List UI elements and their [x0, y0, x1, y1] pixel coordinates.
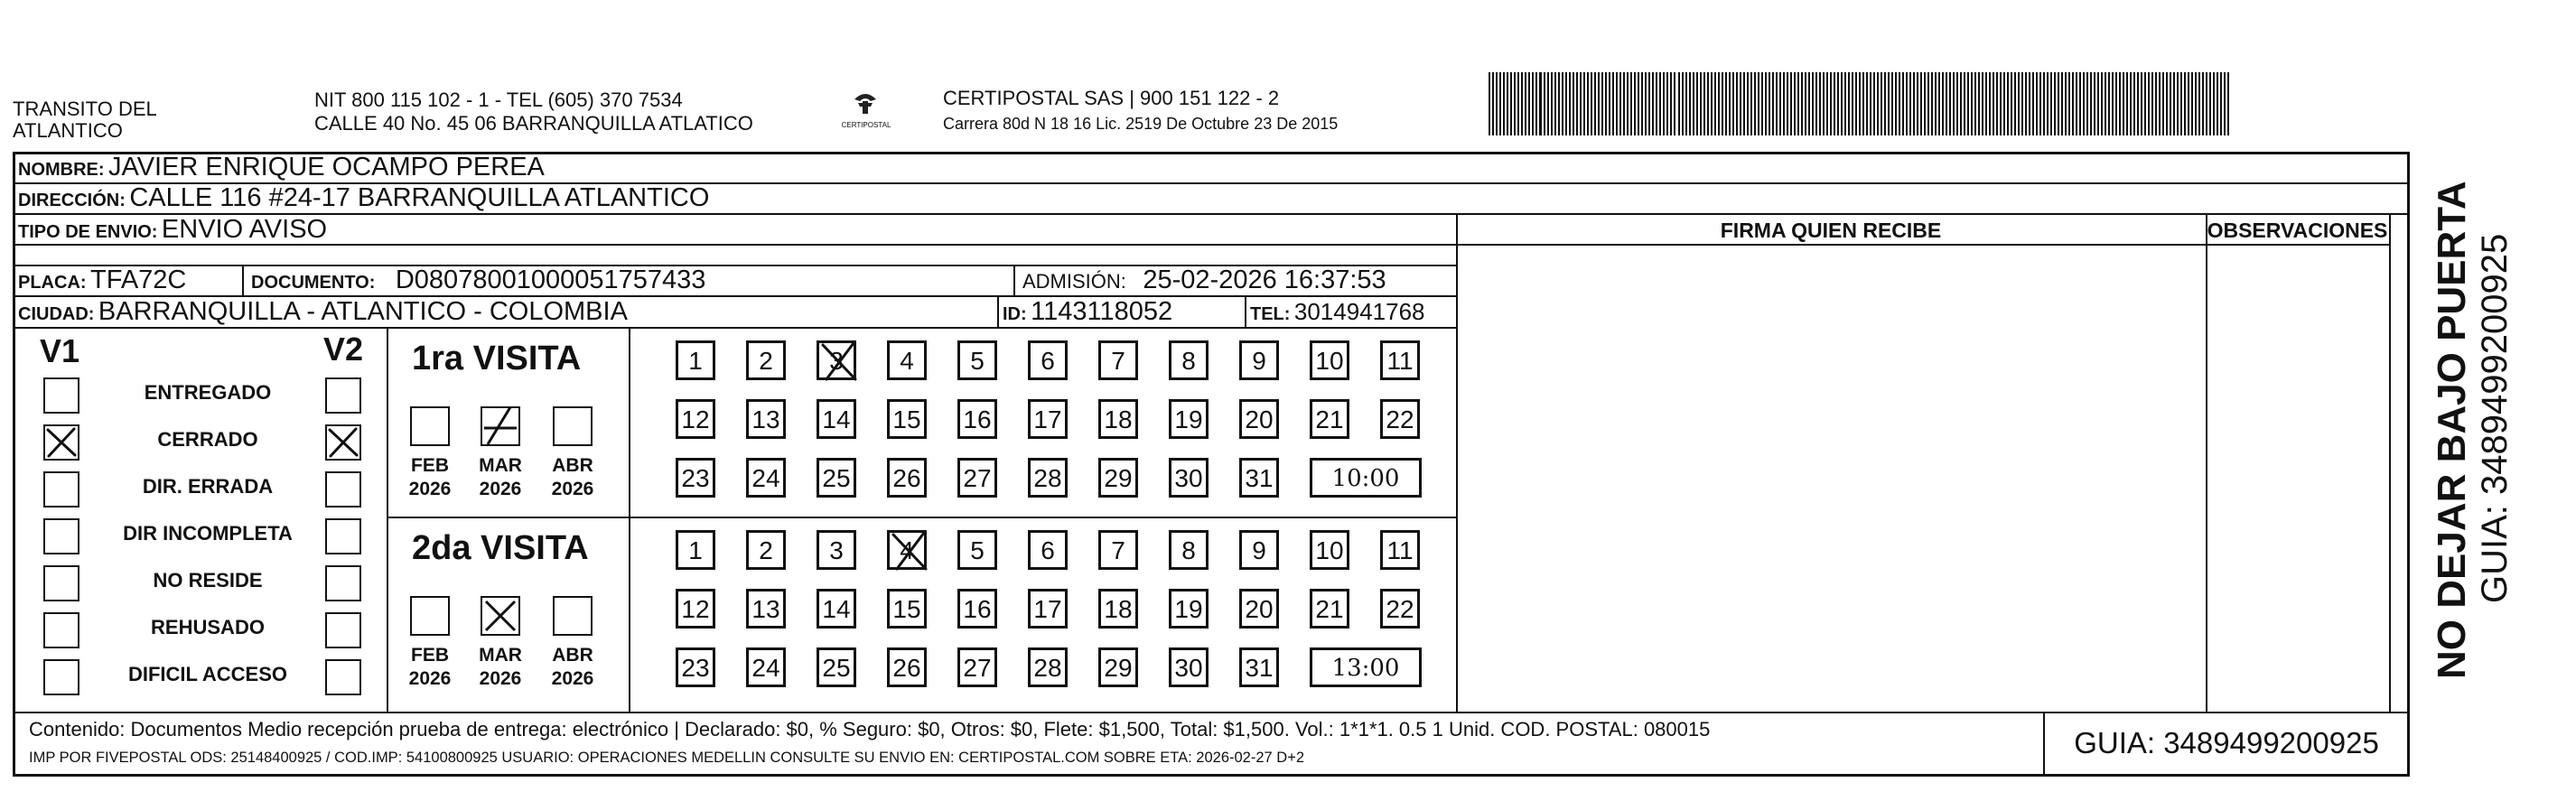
v2-checkbox[interactable]: [325, 377, 361, 414]
day-box[interactable]: 17: [1028, 399, 1068, 439]
status-label: DIFICIL ACCESO: [127, 663, 287, 685]
day-box[interactable]: 16: [957, 399, 997, 439]
day-box[interactable]: 2: [746, 530, 786, 570]
admission-value: 25-02-2026 16:37:53: [1143, 265, 1386, 294]
document-label: DOCUMENTO:: [251, 273, 376, 293]
day-box[interactable]: 10: [1310, 530, 1349, 570]
tel-label: TEL:: [1250, 304, 1291, 324]
day-box[interactable]: 17: [1028, 589, 1068, 629]
v1-check-mark: [43, 424, 79, 461]
city-label: CIUDAD:: [18, 304, 95, 324]
day-box[interactable]: 21: [1310, 399, 1349, 439]
day-box[interactable]: 11: [1380, 340, 1420, 380]
day-box[interactable]: 12: [676, 399, 715, 439]
day-box[interactable]: 25: [817, 647, 856, 687]
logo-text: CERTIPOSTAL: [841, 121, 891, 129]
id-label: ID:: [1003, 304, 1027, 324]
v1-checkbox[interactable]: [43, 612, 79, 648]
day-box[interactable]: 8: [1169, 340, 1209, 380]
tel-row: [1250, 296, 1425, 331]
year-label: 2026: [551, 668, 594, 689]
day-box[interactable]: 2: [746, 340, 786, 380]
recipient-name: JAVIER ENRIQUE OCAMPO PEREA: [108, 153, 545, 182]
day-box[interactable]: 12: [676, 589, 715, 629]
day-box[interactable]: 22: [1380, 399, 1420, 439]
visit-title: 1ra VISITA: [412, 340, 582, 377]
v1-checkbox[interactable]: [43, 659, 79, 695]
address-label: DIRECCIÓN:: [18, 191, 126, 210]
day-box[interactable]: 19: [1169, 589, 1209, 629]
carrier-line: CERTIPOSTAL SAS | 900 151 122 - 2: [943, 87, 1280, 109]
month-checkbox[interactable]: [410, 406, 450, 446]
day-box[interactable]: 11: [1380, 530, 1420, 570]
day-box[interactable]: 29: [1098, 458, 1138, 498]
logo-icon: [840, 87, 891, 137]
month-checkbox[interactable]: [553, 596, 593, 636]
send-type-label: TIPO DE ENVIO:: [18, 222, 158, 242]
day-box[interactable]: 5: [957, 530, 997, 570]
city-row: [18, 296, 628, 331]
month-checkbox[interactable]: [481, 596, 520, 636]
day-box[interactable]: 14: [817, 589, 856, 629]
day-box[interactable]: 3: [817, 530, 856, 570]
content-line: Contenido: Documentos Medio recepción prueba de entrega: electrónico | Declarado: $0, % Seguro: $0, Otros: $0, Flete: $1,500, Total: $1,500. Vol.: 1*1*1. 0.5 1 Unid. COD. POSTAL: 080015: [29, 718, 1711, 740]
v2-checkbox[interactable]: [325, 612, 361, 648]
admission-row: [1022, 265, 1386, 300]
day-box[interactable]: 15: [887, 399, 927, 439]
month-check-mark: [481, 406, 520, 446]
day-box[interactable]: 5: [957, 340, 997, 380]
plate-label: PLACA:: [18, 273, 87, 293]
side-warning: NO DEJAR BAJO PUERTA: [2430, 181, 2474, 679]
day-box[interactable]: 14: [817, 399, 856, 439]
v2-check-mark: [325, 424, 361, 461]
day-box[interactable]: 30: [1169, 647, 1209, 687]
month-check-mark: [481, 596, 520, 636]
status-label: NO RESIDE: [153, 569, 263, 591]
day-box[interactable]: 13: [746, 589, 786, 629]
nit-line: NIT 800 115 102 - 1 - TEL (605) 370 7534: [314, 88, 683, 111]
day-box[interactable]: 9: [1239, 530, 1279, 570]
address-line: CALLE 40 No. 45 06 BARRANQUILLA ATLATICO: [314, 112, 753, 135]
day-box[interactable]: 18: [1098, 589, 1138, 629]
address-row: [18, 182, 709, 218]
day-box[interactable]: 6: [1028, 530, 1068, 570]
side-guia: GUIA: 3489499200925: [2475, 233, 2515, 603]
visit-time[interactable]: 13:00: [1310, 647, 1422, 687]
day-box[interactable]: 26: [887, 647, 927, 687]
day-box[interactable]: 8: [1169, 530, 1209, 570]
day-box[interactable]: 21: [1310, 589, 1349, 629]
month-label: ABR: [552, 455, 593, 476]
day-box[interactable]: 4: [887, 530, 927, 570]
day-box[interactable]: 3: [817, 340, 856, 380]
status-label: CERRADO: [157, 428, 258, 451]
day-box[interactable]: 27: [957, 458, 997, 498]
v2-checkbox[interactable]: [325, 659, 361, 695]
year-label: 2026: [551, 479, 594, 499]
day-box[interactable]: 7: [1098, 340, 1138, 380]
day-box[interactable]: 6: [1028, 340, 1068, 380]
v1-checkbox[interactable]: [43, 565, 79, 601]
day-box[interactable]: 1: [676, 340, 715, 380]
document-row: [251, 265, 705, 300]
day-box[interactable]: 10: [1310, 340, 1349, 380]
signature-column-header: FIRMA QUIEN RECIBE: [1720, 219, 1942, 242]
v1-checkbox[interactable]: [43, 377, 79, 414]
month-label: MAR: [479, 455, 522, 476]
org-name-line1: TRANSITO DEL: [13, 98, 157, 120]
v1-checkbox[interactable]: [43, 424, 79, 461]
day-box[interactable]: 30: [1169, 458, 1209, 498]
month-checkbox[interactable]: [481, 406, 520, 446]
day-box[interactable]: 20: [1239, 589, 1279, 629]
status-label: DIR. ERRADA: [142, 475, 274, 498]
day-box[interactable]: 28: [1028, 647, 1068, 687]
day-box[interactable]: 29: [1098, 647, 1138, 687]
day-box[interactable]: 1: [676, 530, 715, 570]
tel-value: 3014941768: [1293, 298, 1425, 325]
imp-line: IMP POR FIVEPOSTAL ODS: 25148400925 / COD.IMP: 54100800925 USUARIO: OPERACIONES MEDELLIN CONSULTE SU ENVIO EN: CERTIPOSTAL.COM SOBRE ETA: 2026-02-27 D+2: [29, 750, 1305, 766]
month-label: FEB: [411, 645, 449, 666]
v1-label: V1: [40, 332, 80, 369]
visit-title: 2da VISITA: [412, 529, 589, 567]
day-box[interactable]: 26: [887, 458, 927, 498]
barcode: [1489, 72, 2229, 135]
day-box[interactable]: 22: [1380, 589, 1420, 629]
org-name-line2: ATLANTICO: [13, 119, 123, 142]
plate-value: TFA72C: [90, 265, 187, 294]
year-label: 2026: [479, 479, 522, 499]
month-checkbox[interactable]: [553, 406, 593, 446]
year-label: 2026: [408, 479, 452, 499]
status-label: REHUSADO: [151, 616, 265, 638]
v2-checkbox[interactable]: [325, 565, 361, 601]
year-label: 2026: [408, 668, 452, 689]
id-value: 1143118052: [1031, 297, 1173, 326]
status-label: DIR INCOMPLETA: [123, 522, 293, 545]
year-label: 2026: [479, 668, 522, 689]
day-box[interactable]: 23: [676, 647, 715, 687]
day-box[interactable]: 9: [1239, 340, 1279, 380]
day-box[interactable]: 27: [957, 647, 997, 687]
document-value: D08078001000051757433: [395, 265, 706, 294]
day-box[interactable]: 18: [1098, 399, 1138, 439]
month-label: MAR: [479, 645, 522, 666]
certipostal-logo: [840, 87, 891, 137]
day-box[interactable]: 13: [746, 399, 786, 439]
month-label: ABR: [552, 645, 593, 666]
day-box[interactable]: 24: [746, 647, 786, 687]
observations-column-header: OBSERVACIONES: [2207, 219, 2388, 242]
day-box[interactable]: 31: [1239, 458, 1279, 498]
v2-checkbox[interactable]: [325, 424, 361, 461]
v1-checkbox[interactable]: [43, 471, 79, 508]
v2-label: V2: [323, 331, 364, 368]
send-type-row: [18, 215, 327, 248]
recipient-address: CALLE 116 #24-17 BARRANQUILLA ATLANTICO: [129, 183, 710, 212]
plate-row: [18, 265, 186, 300]
send-type-value: ENVIO AVISO: [161, 215, 328, 244]
v1-checkbox[interactable]: [43, 518, 79, 554]
day-box[interactable]: 4: [887, 340, 927, 380]
v2-checkbox[interactable]: [325, 471, 361, 508]
month-label: FEB: [411, 455, 449, 476]
id-row: [1003, 296, 1172, 331]
admission-label: ADMISIÓN:: [1022, 270, 1126, 293]
day-box[interactable]: 20: [1239, 399, 1279, 439]
day-box[interactable]: 23: [676, 458, 715, 498]
month-checkbox[interactable]: [410, 596, 450, 636]
name-label: NOMBRE:: [18, 160, 105, 180]
carrier-address-line: Carrera 80d N 18 16 Lic. 2519 De Octubre 23 De 2015: [943, 115, 1339, 133]
city-value: BARRANQUILLA - ATLANTICO - COLOMBIA: [98, 297, 628, 326]
v2-checkbox[interactable]: [325, 518, 361, 554]
day-box[interactable]: 19: [1169, 399, 1209, 439]
status-label: ENTREGADO: [144, 381, 272, 404]
day-box[interactable]: 16: [957, 589, 997, 629]
day-box[interactable]: 28: [1028, 458, 1068, 498]
day-box[interactable]: 31: [1239, 647, 1279, 687]
day-box[interactable]: 15: [887, 589, 927, 629]
visit-time[interactable]: 10:00: [1310, 458, 1422, 498]
day-box[interactable]: 25: [817, 458, 856, 498]
day-box[interactable]: 7: [1098, 530, 1138, 570]
day-box[interactable]: 24: [746, 458, 786, 498]
footer-guia: GUIA: 3489499200925: [2074, 726, 2379, 759]
